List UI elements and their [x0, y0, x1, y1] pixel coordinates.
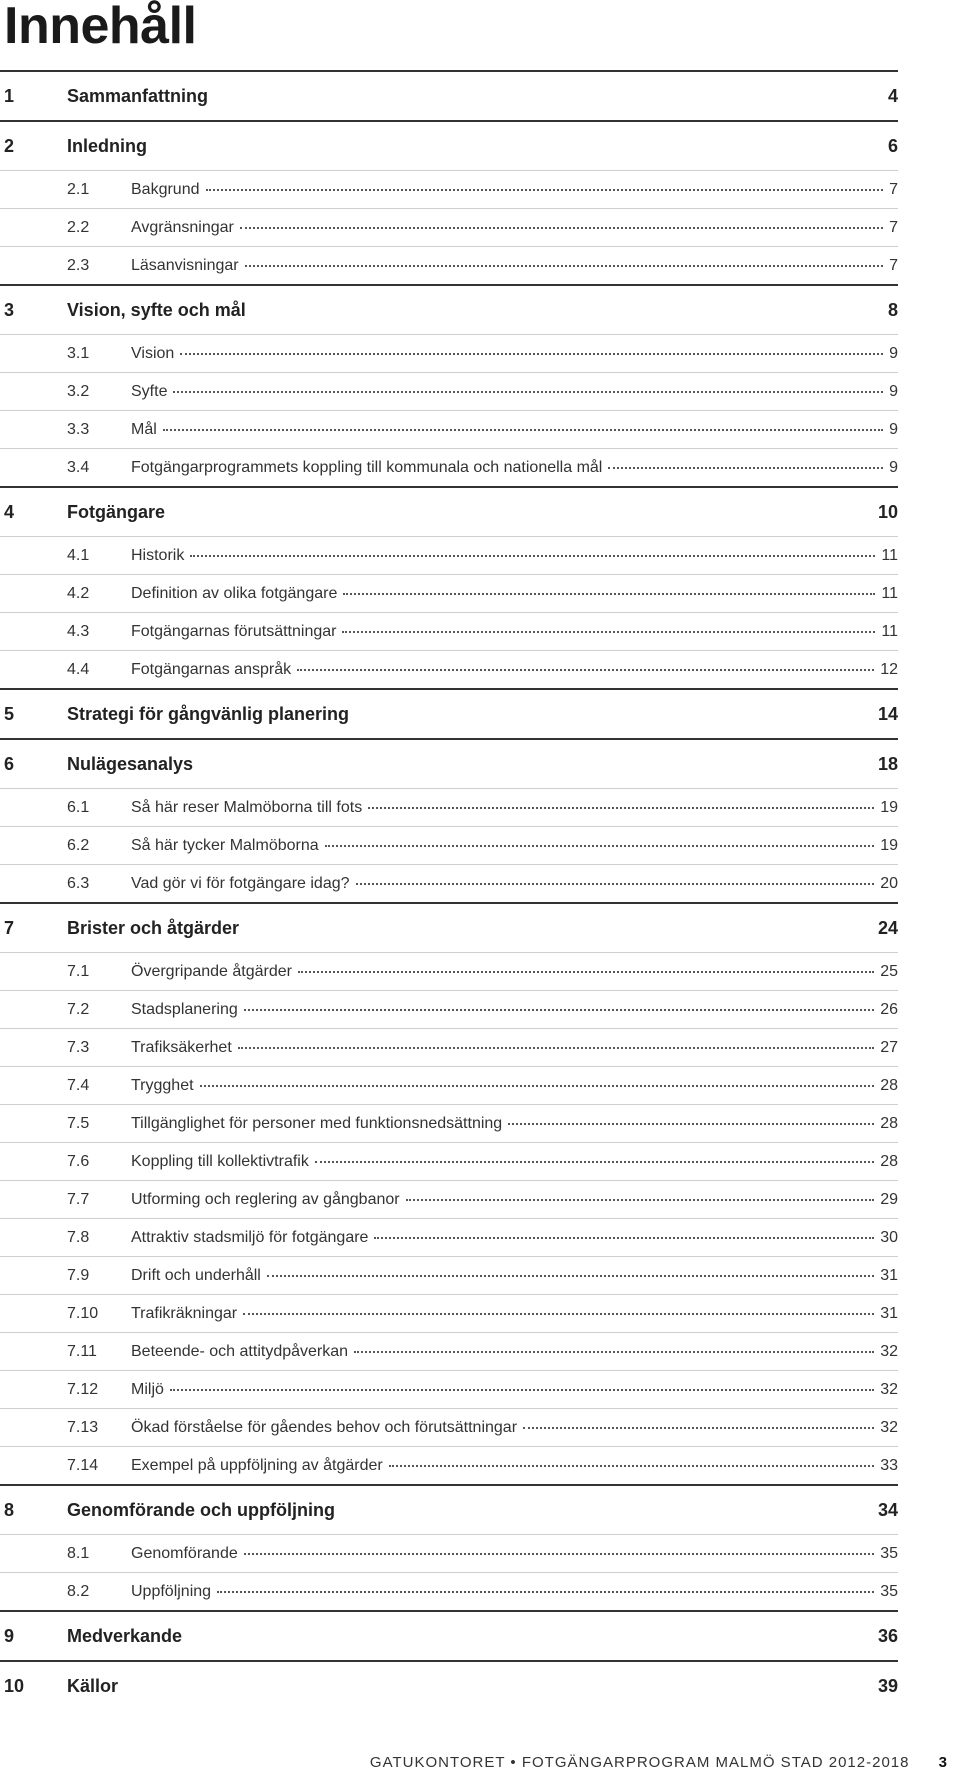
dot-leader	[170, 1389, 874, 1391]
chapter-page: 24	[877, 918, 898, 938]
toc-section-row[interactable]	[0, 612, 898, 650]
dot-leader	[238, 1047, 874, 1049]
section-title: Exempel på uppföljning av åtgärder	[131, 1457, 383, 1474]
section-title: Definition av olika fotgängare	[131, 585, 338, 602]
chapter-title: Nulägesanalys	[67, 754, 194, 774]
section-page: 32	[880, 1343, 898, 1360]
toc-chapter-row[interactable]	[0, 902, 898, 952]
toc-section-row[interactable]	[0, 1066, 898, 1104]
toc-section-row[interactable]	[0, 246, 898, 284]
dot-leader	[508, 1123, 874, 1125]
section-title: Vision	[131, 345, 175, 362]
chapter-title: Källor	[67, 1676, 119, 1696]
section-number: 3.1	[67, 345, 90, 362]
section-title: Läsanvisningar	[131, 257, 239, 274]
dot-leader	[298, 971, 874, 973]
toc-section-row[interactable]	[0, 208, 898, 246]
section-number: 7.13	[67, 1419, 99, 1436]
dot-leader	[206, 189, 884, 191]
dot-leader	[163, 429, 883, 431]
section-number: 4.4	[67, 661, 90, 678]
toc-chapter-row[interactable]	[0, 738, 898, 788]
toc-section-row[interactable]	[0, 1332, 898, 1370]
toc-section-row[interactable]	[0, 334, 898, 372]
section-number: 7.11	[67, 1343, 97, 1360]
toc-section-row[interactable]	[0, 864, 898, 902]
section-page: 19	[880, 837, 898, 854]
chapter-number: 8	[4, 1500, 15, 1520]
section-number: 6.2	[67, 837, 90, 854]
section-page: 32	[880, 1419, 898, 1436]
chapter-title: Inledning	[67, 136, 147, 156]
toc-section-row[interactable]	[0, 1218, 898, 1256]
chapter-title: Brister och åtgärder	[67, 918, 240, 938]
section-page: 31	[880, 1305, 898, 1322]
chapter-number: 4	[4, 502, 15, 522]
dot-leader	[240, 227, 883, 229]
toc-section-row[interactable]	[0, 990, 898, 1028]
section-number: 7.4	[67, 1077, 90, 1094]
section-title: Attraktiv stadsmiljö för fotgängare	[131, 1229, 369, 1246]
toc-chapter-row[interactable]	[0, 120, 898, 170]
section-number: 3.4	[67, 459, 90, 476]
section-page: 28	[880, 1115, 898, 1132]
section-number: 6.1	[67, 799, 90, 816]
toc-chapter-row[interactable]	[0, 1660, 898, 1710]
section-page: 26	[880, 1001, 898, 1018]
section-number: 2.2	[67, 219, 90, 236]
section-page: 9	[889, 383, 898, 400]
dot-leader	[342, 631, 875, 633]
section-title: Trafiksäkerhet	[131, 1039, 232, 1056]
section-page: 11	[881, 585, 898, 602]
section-number: 7.1	[67, 963, 90, 980]
section-title: Fotgängarnas förutsättningar	[131, 623, 337, 640]
toc-section-row[interactable]	[0, 1370, 898, 1408]
toc-section-row[interactable]	[0, 1572, 898, 1610]
section-page: 27	[880, 1039, 898, 1056]
section-title: Fotgängarnas anspråk	[131, 661, 292, 678]
section-page: 31	[880, 1267, 898, 1284]
section-number: 6.3	[67, 875, 90, 892]
toc-section-row[interactable]	[0, 1028, 898, 1066]
section-number: 7.12	[67, 1381, 99, 1398]
chapter-title: Vision, syfte och mål	[67, 300, 246, 320]
chapter-page: 10	[877, 502, 898, 522]
toc-chapter-row[interactable]	[0, 70, 898, 120]
section-page: 7	[889, 219, 898, 236]
section-page: 9	[889, 459, 898, 476]
chapter-title: Medverkande	[67, 1626, 183, 1646]
page-footer	[370, 1754, 948, 1771]
dot-leader	[315, 1161, 874, 1163]
section-number: 7.9	[67, 1267, 90, 1284]
toc-section-row[interactable]	[0, 1294, 898, 1332]
dot-leader	[356, 883, 875, 885]
section-number: 7.7	[67, 1191, 90, 1208]
section-page: 35	[880, 1583, 898, 1600]
dot-leader	[354, 1351, 874, 1353]
chapter-number: 9	[4, 1626, 15, 1646]
section-page: 28	[880, 1153, 898, 1170]
section-title: Så här reser Malmöborna till fots	[131, 799, 363, 816]
section-page: 25	[880, 963, 898, 980]
section-number: 7.6	[67, 1153, 90, 1170]
section-page: 9	[889, 345, 898, 362]
page-title: Innehåll	[4, 0, 197, 55]
section-page: 29	[880, 1191, 898, 1208]
section-number: 7.10	[67, 1305, 99, 1322]
section-title: Bakgrund	[131, 181, 200, 198]
dot-leader	[297, 669, 874, 671]
toc-section-row[interactable]	[0, 1104, 898, 1142]
section-title: Genomförande	[131, 1545, 238, 1562]
chapter-title: Genomförande och uppföljning	[67, 1500, 335, 1520]
chapter-number: 3	[4, 300, 15, 320]
dot-leader	[173, 391, 883, 393]
section-number: 8.1	[67, 1545, 90, 1562]
dot-leader	[245, 265, 883, 267]
section-number: 4.1	[67, 547, 90, 564]
chapter-number: 7	[4, 918, 15, 938]
chapter-page: 36	[877, 1626, 898, 1646]
section-number: 4.2	[67, 585, 90, 602]
dot-leader	[608, 467, 883, 469]
toc-chapter-row[interactable]	[0, 486, 898, 536]
chapter-number: 2	[4, 136, 15, 156]
toc-section-row[interactable]	[0, 372, 898, 410]
section-title: Utforming och reglering av gångbanor	[131, 1191, 400, 1208]
section-page: 7	[889, 257, 898, 274]
page-number: 3	[938, 1754, 948, 1771]
section-number: 7.3	[67, 1039, 90, 1056]
section-page: 12	[880, 661, 898, 678]
toc-section-row[interactable]	[0, 1446, 898, 1484]
chapter-number: 5	[4, 704, 15, 724]
toc-chapter-row[interactable]	[0, 688, 898, 738]
chapter-title: Strategi för gångvänlig planering	[67, 704, 350, 724]
chapter-page: 4	[887, 86, 898, 106]
toc-section-row[interactable]	[0, 788, 898, 826]
dot-leader	[244, 1553, 874, 1555]
section-title: Mål	[131, 421, 157, 438]
section-title: Miljö	[131, 1381, 164, 1398]
section-number: 7.5	[67, 1115, 90, 1132]
chapter-title: Sammanfattning	[67, 86, 209, 106]
section-title: Så här tycker Malmöborna	[131, 837, 319, 854]
dot-leader	[267, 1275, 874, 1277]
section-number: 4.3	[67, 623, 90, 640]
section-page: 33	[880, 1457, 898, 1474]
section-page: 7	[889, 181, 898, 198]
section-number: 7.8	[67, 1229, 90, 1246]
section-page: 28	[880, 1077, 898, 1094]
section-page: 32	[880, 1381, 898, 1398]
toc-chapter-row[interactable]	[0, 1610, 898, 1660]
chapter-title: Fotgängare	[67, 502, 166, 522]
toc-section-row[interactable]	[0, 1408, 898, 1446]
dot-leader	[368, 807, 874, 809]
section-title: Avgränsningar	[131, 219, 234, 236]
section-title: Tillgänglighet för personer med funktionsnedsättning	[131, 1115, 503, 1132]
section-number: 7.14	[67, 1457, 99, 1474]
section-page: 19	[880, 799, 898, 816]
toc-section-row[interactable]	[0, 650, 898, 688]
dot-leader	[190, 555, 875, 557]
section-number: 7.2	[67, 1001, 90, 1018]
section-page: 20	[880, 875, 898, 892]
chapter-page: 34	[877, 1500, 898, 1520]
section-number: 2.3	[67, 257, 90, 274]
footer-text: GATUKONTORET • FOTGÄNGARPROGRAM MALMÖ STAD 2012-2018	[369, 1754, 910, 1771]
dot-leader	[343, 593, 875, 595]
dot-leader	[243, 1313, 874, 1315]
chapter-number: 1	[4, 86, 15, 106]
dot-leader	[217, 1591, 874, 1593]
dot-leader	[406, 1199, 875, 1201]
section-page: 35	[880, 1545, 898, 1562]
section-number: 8.2	[67, 1583, 90, 1600]
section-title: Stadsplanering	[131, 1001, 238, 1018]
section-title: Beteende- och attitydpåverkan	[131, 1343, 349, 1360]
section-number: 3.2	[67, 383, 90, 400]
section-title: Trafikräkningar	[131, 1305, 238, 1322]
section-number: 3.3	[67, 421, 90, 438]
section-title: Trygghet	[131, 1077, 194, 1094]
chapter-page: 6	[887, 136, 898, 156]
chapter-number: 10	[4, 1676, 25, 1696]
toc-section-row[interactable]	[0, 536, 898, 574]
dot-leader	[244, 1009, 874, 1011]
section-page: 30	[880, 1229, 898, 1246]
section-title: Övergripande åtgärder	[131, 963, 292, 980]
dot-leader	[180, 353, 883, 355]
section-title: Ökad förståelse för gåendes behov och förutsättningar	[131, 1419, 518, 1436]
section-title: Syfte	[131, 383, 168, 400]
section-title: Historik	[131, 547, 185, 564]
toc-chapter-row[interactable]	[0, 284, 898, 334]
toc-section-row[interactable]	[0, 1142, 898, 1180]
section-title: Vad gör vi för fotgängare idag?	[131, 875, 350, 892]
section-number: 2.1	[67, 181, 90, 198]
toc-section-row[interactable]	[0, 1180, 898, 1218]
section-title: Drift och underhåll	[131, 1267, 261, 1284]
chapter-page: 39	[877, 1676, 898, 1696]
dot-leader	[389, 1465, 874, 1467]
section-title: Uppföljning	[131, 1583, 212, 1600]
toc-section-row[interactable]	[0, 574, 898, 612]
toc-section-row[interactable]	[0, 952, 898, 990]
section-title: Fotgängarprogrammets koppling till kommunala och nationella mål	[131, 459, 603, 476]
section-title: Koppling till kollektivtrafik	[131, 1153, 309, 1170]
dot-leader	[325, 845, 875, 847]
chapter-page: 18	[877, 754, 898, 774]
toc-chapter-row[interactable]	[0, 1484, 898, 1534]
chapter-page: 8	[887, 300, 898, 320]
section-page: 9	[889, 421, 898, 438]
toc-section-row[interactable]	[0, 448, 898, 486]
toc-section-row[interactable]	[0, 1534, 898, 1572]
toc-section-row[interactable]	[0, 1256, 898, 1294]
section-page: 11	[881, 623, 898, 640]
toc-section-row[interactable]	[0, 826, 898, 864]
chapter-page: 14	[877, 704, 898, 724]
toc-section-row[interactable]	[0, 410, 898, 448]
dot-leader	[523, 1427, 874, 1429]
dot-leader	[374, 1237, 874, 1239]
section-page: 11	[881, 547, 898, 564]
chapter-number: 6	[4, 754, 15, 774]
toc-section-row[interactable]	[0, 170, 898, 208]
dot-leader	[200, 1085, 875, 1087]
